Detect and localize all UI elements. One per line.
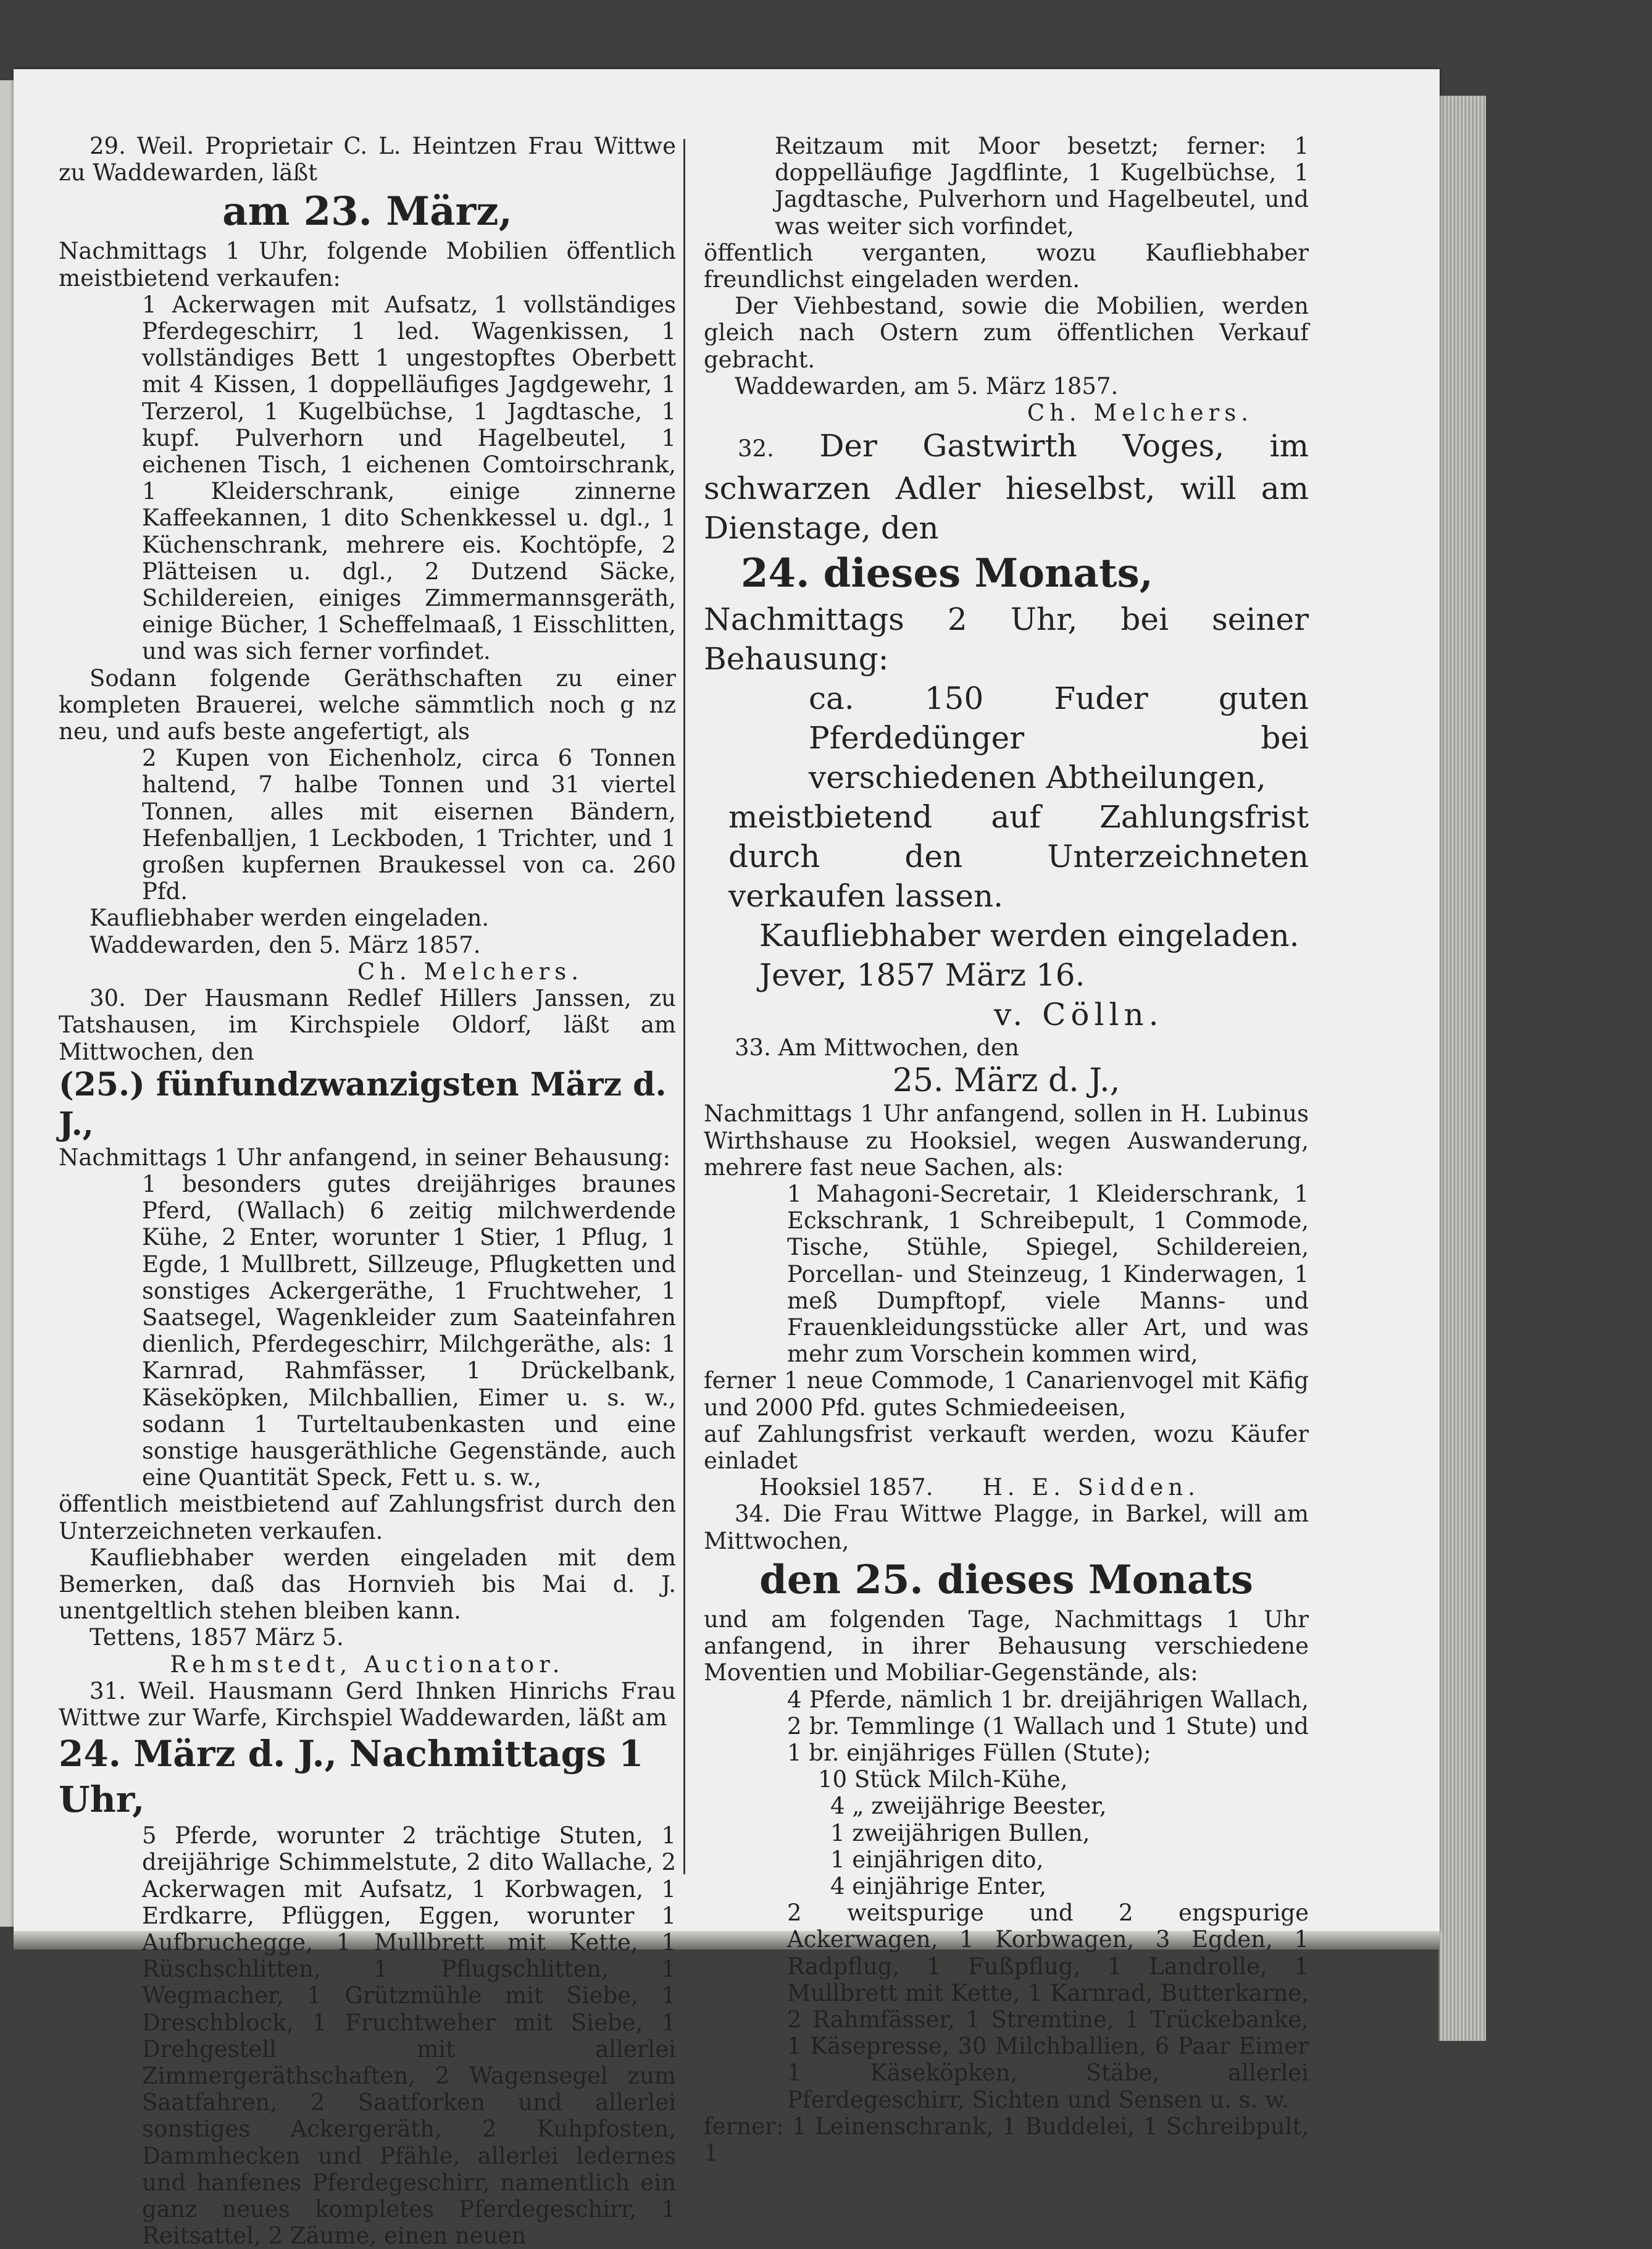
ad-30-body: Nachmittags 1 Uhr anfangend, in seiner Behausung:: [59, 1144, 670, 1171]
column-rule: [683, 139, 685, 1874]
ad-34-line-7: 2 weitspurige und 2 engspurige Ackerwagen, 1 Korbwagen, 3 Egden, 1 Radpflug, 1 Fußpflug, 1 Landrolle, 1 Mullbrett mit Kette, 1 Karnrad, Butterkarne, 2 Rahmfässer, 1 Stremtine, 1 Trückebanke, 1 Käsepresse, 30 Milchballien, 6 Paar Eimer 1 Käseköpken, Stäbe, allerlei Pferdegeschirr, Sichten und Sensen u. s. w.: [787, 1899, 1309, 2113]
page-edges: [1438, 96, 1486, 2041]
ad-30-intro: 30. Der Hausmann Redlef Hillers Janssen, zu Tatshausen, im Kirchspiele Oldorf, läßt am Mittwochen, den: [59, 985, 676, 1065]
ad-31: [59, 1678, 676, 2249]
ad-34-line-6: 4 einjährige Enter,: [830, 1872, 1047, 1899]
ad-34-ferner: ferner: 1 Leinenschrank, 1 Buddelei, 1 Schreibpult, 1: [704, 2113, 1309, 2166]
ad-33-date: 25. März d. J.,: [892, 1062, 1120, 1100]
ad-29-date: am 23. März,: [222, 188, 512, 235]
ad-31-intro: 31. Weil. Hausmann Gerd Ihnken Hinrichs Frau Wittwe zur Warfe, Kirchspiel Waddewarden, läßt am: [59, 1677, 676, 1731]
ad-34: [704, 1501, 1309, 2166]
ad-33-items: 1 Mahagoni-Secretair, 1 Kleiderschrank, 1 Eckschrank, 1 Schreibepult, 1 Commode, Tische, Stühle, Spiegel, Schildereien, Porcellan- und Steinzeug, 1 Kinderwagen, 1 meß Dumpftopf, viele Manns- und Frauenkleidungsstücke aller Art, und was mehr zum Vorschein kommen wird,: [787, 1181, 1309, 1368]
ad-32-body: Nachmittags 2 Uhr, bei seiner Behausung:: [704, 601, 1309, 677]
ad-34-line-5: 1 einjährigen dito,: [830, 1846, 1044, 1873]
ad-34-intro: 34. Die Frau Wittwe Plagge, in Barkel, will am Mittwochen,: [704, 1501, 1309, 1554]
ad-30: [59, 985, 676, 1678]
ad-32-tail: meistbietend auf Zahlungsfrist durch den Unterzeichneten verkaufen lassen.: [728, 799, 1309, 915]
ad-32-date: 24. dieses Monats,: [741, 550, 1153, 597]
ad-30-tail: öffentlich meistbietend auf Zahlungsfrist durch den Unterzeichneten verkaufen.: [59, 1491, 676, 1544]
ad-30-signature: Rehmstedt, Auctionator.: [170, 1651, 565, 1678]
ad-31-items-cont: Reitzaum mit Moor besetzt; ferner: 1 doppelläufige Jagdflinte, 1 Kugelbüchse, 1 Jagdtasche, Pulverhorn und Hagelbeutel, und was weiter sich vorfindet,: [775, 133, 1309, 240]
ad-34-line-4: 1 zweijährigen Bullen,: [830, 1819, 1090, 1846]
ad-33-ferner: ferner 1 neue Commode, 1 Canarienvogel mit Käfig und 2000 Pfd. gutes Schmiedeeisen,: [704, 1367, 1309, 1421]
ad-29-items: 1 Ackerwagen mit Aufsatz, 1 vollständiges Pferdegeschirr, 1 led. Wagenkissen, 1 vollständiges Bett 1 ungestopftes Oberbett mit 4 Kissen, 1 doppelläufiges Jagdgewehr, 1 Terzerol, 1 Kugelbüchse, 1 Jagdtasche, 1 kupf. Pulverhorn und Hagelbeutel, 1 eichenen Tisch, 1 eichenen Comtoirschrank, 1 Kleiderschrank, einige zinnerne Kaffeekannen, 1 dito Schenkkessel u. dgl., 1 Küchenschrank, mehrere eis. Kochtöpfe, 2 Plätteisen u. dgl., 2 Dutzend Säcke, Schildereien, einiges Zimmermannsgeräth, einige Bücher, 1 Scheffelmaaß, 1 Eisschlitten, und was sich ferner vorfindet.: [142, 291, 676, 665]
ad-31-items: 5 Pferde, worunter 2 trächtige Stuten, 1 dreijährige Schimmelstute, 2 dito Wallache, 2 Ackerwagen mit Aufsatz, 1 Korbwagen, 1 Erdkarre, Pflüggen, Eggen, worunter 1 Aufbruchegge, 1 Mullbrett mit Kette, 1 Rüschschlitten, 1 Pflugschlitten, 1 Wegmacher, 1 Grützmühle mit Siebe, 1 Dreschblock, 1 Fruchtweher mit Siebe, 1 Drehgestell mit allerlei Zimmergeräthschaften, 2 Wagensegel zum Saatfahren, 2 Saatforken und allerlei sonstiges Ackergeräth, 2 Kuhpfosten, Dammhecken und Pfähle, allerlei ledernes und hanfenes Pferdegeschirr, namentlich ein ganz neues kompletes Pferdegeschirr, 1 Reitsattel, 2 Zäume, einen neuen: [142, 1822, 676, 2249]
ad-30-date: (25.) fünfundzwanzigsten März d. J.,: [59, 1065, 667, 1143]
ad-29-body: Nachmittags 1 Uhr, folgende Mobilien öffentlich meistbietend verkaufen:: [59, 238, 676, 291]
ad-33-tail: auf Zahlungsfrist verkauft werden, wozu Käufer einladet: [704, 1420, 1309, 1475]
ad-29-intro: 29. Weil. Proprietair C. L. Heintzen Frau Wittwe zu Waddewarden, läßt: [59, 133, 676, 186]
ad-29-kupen: 2 Kupen von Eichenholz, circa 6 Tonnen haltend, 7 halbe Tonnen und 31 viertel Tonnen, alles mit eisernen Bändern, Hefenballjen, 1 Leckboden, 1 Trichter, und 1 großen kupfernen Braukessel von ca. 260 Pfd.: [142, 745, 676, 905]
ad-33-body: Nachmittags 1 Uhr anfangend, sollen in H. Lubinus Wirthshause zu Hooksiel, wegen Auswanderung, mehrere fast neue Sachen, als:: [704, 1100, 1309, 1181]
ad-34-line-3: 4 „ zweijährige Beester,: [830, 1793, 1107, 1820]
ad-30-place: Tettens, 1857 März 5.: [90, 1624, 344, 1651]
ad-29: [59, 133, 676, 985]
ad-30-invite: Kaufliebhaber werden eingeladen mit dem Bemerken, daß das Hornvieh bis Mai d. J. unentgeltlich stehen bleiben kann.: [59, 1544, 676, 1625]
right-column: [704, 133, 1309, 2166]
ad-32-number: 32.: [738, 435, 774, 463]
ad-31-place: Waddewarden, am 5. März 1857.: [735, 372, 1119, 400]
ad-32-intro-text: Der Gastwirth Voges, im schwarzen Adler hieselbst, will am Dienstage, den: [704, 428, 1309, 547]
ad-33-intro: 33. Am Mittwochen, den: [735, 1034, 1019, 1062]
ad-33-signature: H. E. Sidden.: [982, 1474, 1200, 1501]
ad-30-items: 1 besonders gutes dreijähriges braunes Pferd, (Wallach) 6 zeitig milchwerdende Kühe, 2 Enter, worunter 1 Stier, 1 Pflug, 1 Egde, 1 Mullbrett, Sillzeuge, Pflugketten und sonstiges Ackergeräthe, 1 Fruchtweher, 1 Saatsegel, Wagenkleider zum Saateinfahren dienlich, Pferdegeschirr, Milchgeräthe, als: 1 Karnrad, Rahmfässer, 1 Drückelbank, Käseköpken, Milchballien, Eimer u. s. w., sodann 1 Turteltaubenkasten und eine sonstige hausgeräthliche Gegenstände, auch eine Quantität Speck, Fett u. s. w.,: [142, 1170, 676, 1491]
ad-32-items: ca. 150 Fuder guten Pferdedünger bei verschiedenen Abtheilungen,: [809, 681, 1309, 796]
ad-33-place: Hooksiel 1857.: [759, 1474, 933, 1501]
ad-32-signature: v. Cölln.: [994, 997, 1164, 1033]
ad-31-date: 24. März d. J., Nachmittags 1 Uhr,: [59, 1733, 644, 1821]
ad-34-body: und am folgenden Tage, Nachmittags 1 Uhr anfangend, in ihrer Behausung verschiedene Moventien und Mobiliar-Gegenstände, als:: [704, 1606, 1309, 1686]
ad-32-intro: [704, 426, 1309, 548]
ad-34-line-1: 4 Pferde, nämlich 1 br. dreijährigen Wallach, 2 br. Temmlinge (1 Wallach und 1 Stute) und 1 br. einjähriges Füllen (Stute);: [787, 1686, 1309, 1766]
ad-29-invite: Kaufliebhaber werden eingeladen.: [90, 905, 490, 932]
ad-32: [704, 426, 1309, 1034]
ad-31-tail: öffentlich verganten, wozu Kaufliebhaber freundlichst eingeladen werden.: [704, 239, 1309, 293]
ad-33: [704, 1034, 1309, 1501]
ad-32-place: Jever, 1857 März 16.: [759, 957, 1085, 994]
ad-34-date: den 25. dieses Monats: [759, 1556, 1253, 1603]
ad-31-continued: [704, 133, 1309, 426]
ad-31-signature: Ch. Melchers.: [1027, 400, 1253, 427]
previous-page-strip: [0, 80, 14, 1927]
ad-32-invite: Kaufliebhaber werden eingeladen.: [759, 918, 1299, 954]
ad-29-brauerei: Sodann folgende Geräthschaften zu einer kompleten Brauerei, welche sämmtlich noch g nz neu, und aufs beste angefertigt, als: [59, 664, 676, 745]
ad-29-signature: Ch. Melchers.: [357, 958, 583, 985]
left-column: [59, 133, 676, 2249]
ad-29-place: Waddewarden, den 5. März 1857.: [90, 931, 481, 958]
ad-31-note: Der Viehbestand, sowie die Mobilien, werden gleich nach Ostern zum öffentlichen Verkauf gebracht.: [704, 293, 1309, 373]
ad-34-line-2: 10 Stück Milch-Kühe,: [818, 1766, 1068, 1793]
ad-33-footer: [704, 1474, 1309, 1501]
